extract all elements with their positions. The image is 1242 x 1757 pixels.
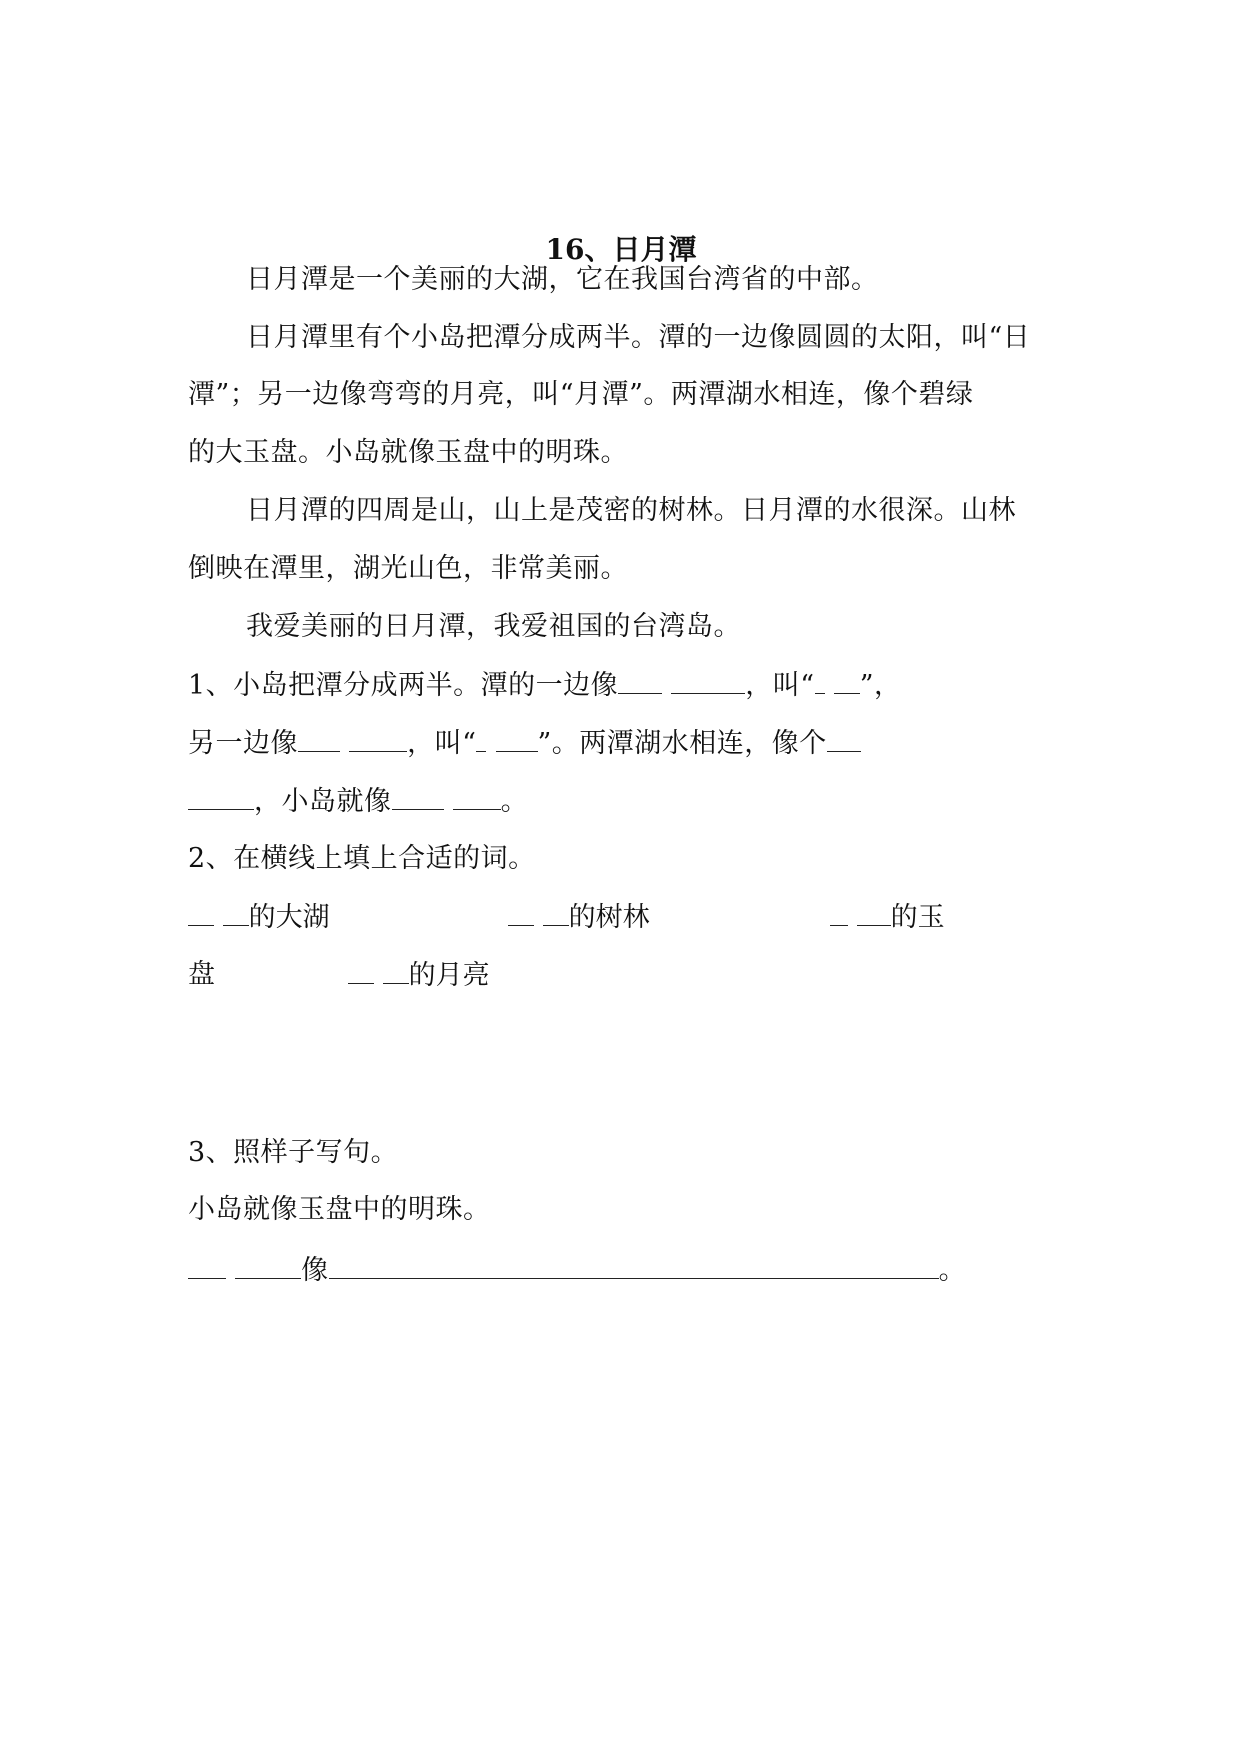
question-3-example: 小岛就像玉盘中的明珠。: [188, 1194, 491, 1225]
question-1-line-3: [188, 783, 1052, 820]
question-2-prompt: 2、在横线上填上合适的词。: [188, 843, 536, 874]
fill-blank[interactable]: [618, 667, 662, 694]
passage-paragraph-4: 我爱美丽的日月潭，我爱祖国的台湾岛。: [246, 611, 741, 642]
fill-blank[interactable]: [383, 957, 409, 984]
fill-blank[interactable]: [392, 783, 444, 810]
question-1-text-d: 另一边像: [188, 728, 298, 759]
template-punct: 。: [938, 1255, 967, 1286]
fill-blank[interactable]: [453, 783, 501, 810]
passage-paragraph-2-line-1: 日月潭里有个小岛把潭分成两半。潭的一边像圆圆的太阳，叫“日: [246, 322, 1031, 353]
fill-blank[interactable]: [857, 899, 891, 926]
item-label: 的大湖: [248, 902, 330, 933]
passage-paragraph-2-line-3: 的大玉盘。小岛就像玉盘中的明珠。: [188, 437, 628, 468]
fill-blank[interactable]: [834, 667, 860, 694]
fill-blank[interactable]: [496, 725, 538, 752]
question-2-item-3: [830, 899, 945, 936]
question-3-answer-line: [188, 1252, 1052, 1289]
question-1-line-2: [188, 725, 1052, 762]
fill-blank[interactable]: [235, 1252, 301, 1279]
template-word: 像: [301, 1255, 329, 1286]
item-label: 的树林: [568, 902, 650, 933]
question-1-text-b: ，叫“: [745, 670, 815, 701]
fill-blank[interactable]: [349, 725, 407, 752]
passage-paragraph-1: 日月潭是一个美丽的大湖，它在我国台湾省的中部。: [246, 264, 879, 295]
fill-blank[interactable]: [188, 1252, 226, 1279]
fill-blank[interactable]: [188, 783, 254, 810]
fill-blank[interactable]: [815, 667, 825, 694]
question-1-text-e: ，叫“: [407, 728, 477, 759]
question-1-text-f: ”。两潭湖水相连，像个: [537, 728, 827, 759]
fill-blank[interactable]: [671, 667, 745, 694]
item-label: 的玉: [890, 902, 945, 933]
fill-blank[interactable]: [508, 899, 534, 926]
question-1-text-c: ”，: [859, 670, 902, 701]
fill-blank[interactable]: [298, 725, 340, 752]
passage-paragraph-3-line-1: 日月潭的四周是山，山上是茂密的树林。日月潭的水很深。山林: [246, 495, 1016, 526]
fill-blank[interactable]: [329, 1252, 939, 1279]
item-label: 的月亮: [408, 960, 490, 991]
passage-paragraph-2-line-2: 潭”；另一边像弯弯的月亮，叫“月潭”。两潭湖水相连，像个碧绿: [188, 379, 974, 410]
fill-blank[interactable]: [348, 957, 374, 984]
fill-blank[interactable]: [827, 725, 861, 752]
fill-blank[interactable]: [830, 899, 848, 926]
page-title: 16、日月潭: [545, 233, 697, 266]
fill-blank[interactable]: [188, 899, 214, 926]
question-1-text-a: 1、小岛把潭分成两半。潭的一边像: [188, 670, 619, 701]
passage-paragraph-3-line-2: 倒映在潭里，湖光山色，非常美丽。: [188, 553, 628, 584]
question-1-text-g: ，小岛就像: [254, 786, 392, 817]
question-2-item-1: [188, 899, 330, 936]
fill-blank[interactable]: [223, 899, 249, 926]
question-1-line-1: [188, 667, 1052, 704]
question-2-item-3-wrap: 盘: [188, 959, 215, 990]
question-2-item-4: [348, 957, 490, 994]
question-3-prompt: 3、照样子写句。: [188, 1137, 399, 1168]
fill-blank[interactable]: [543, 899, 569, 926]
question-1-text-h: 。: [500, 786, 529, 817]
fill-blank[interactable]: [476, 725, 486, 752]
question-2-item-2: [508, 899, 650, 936]
